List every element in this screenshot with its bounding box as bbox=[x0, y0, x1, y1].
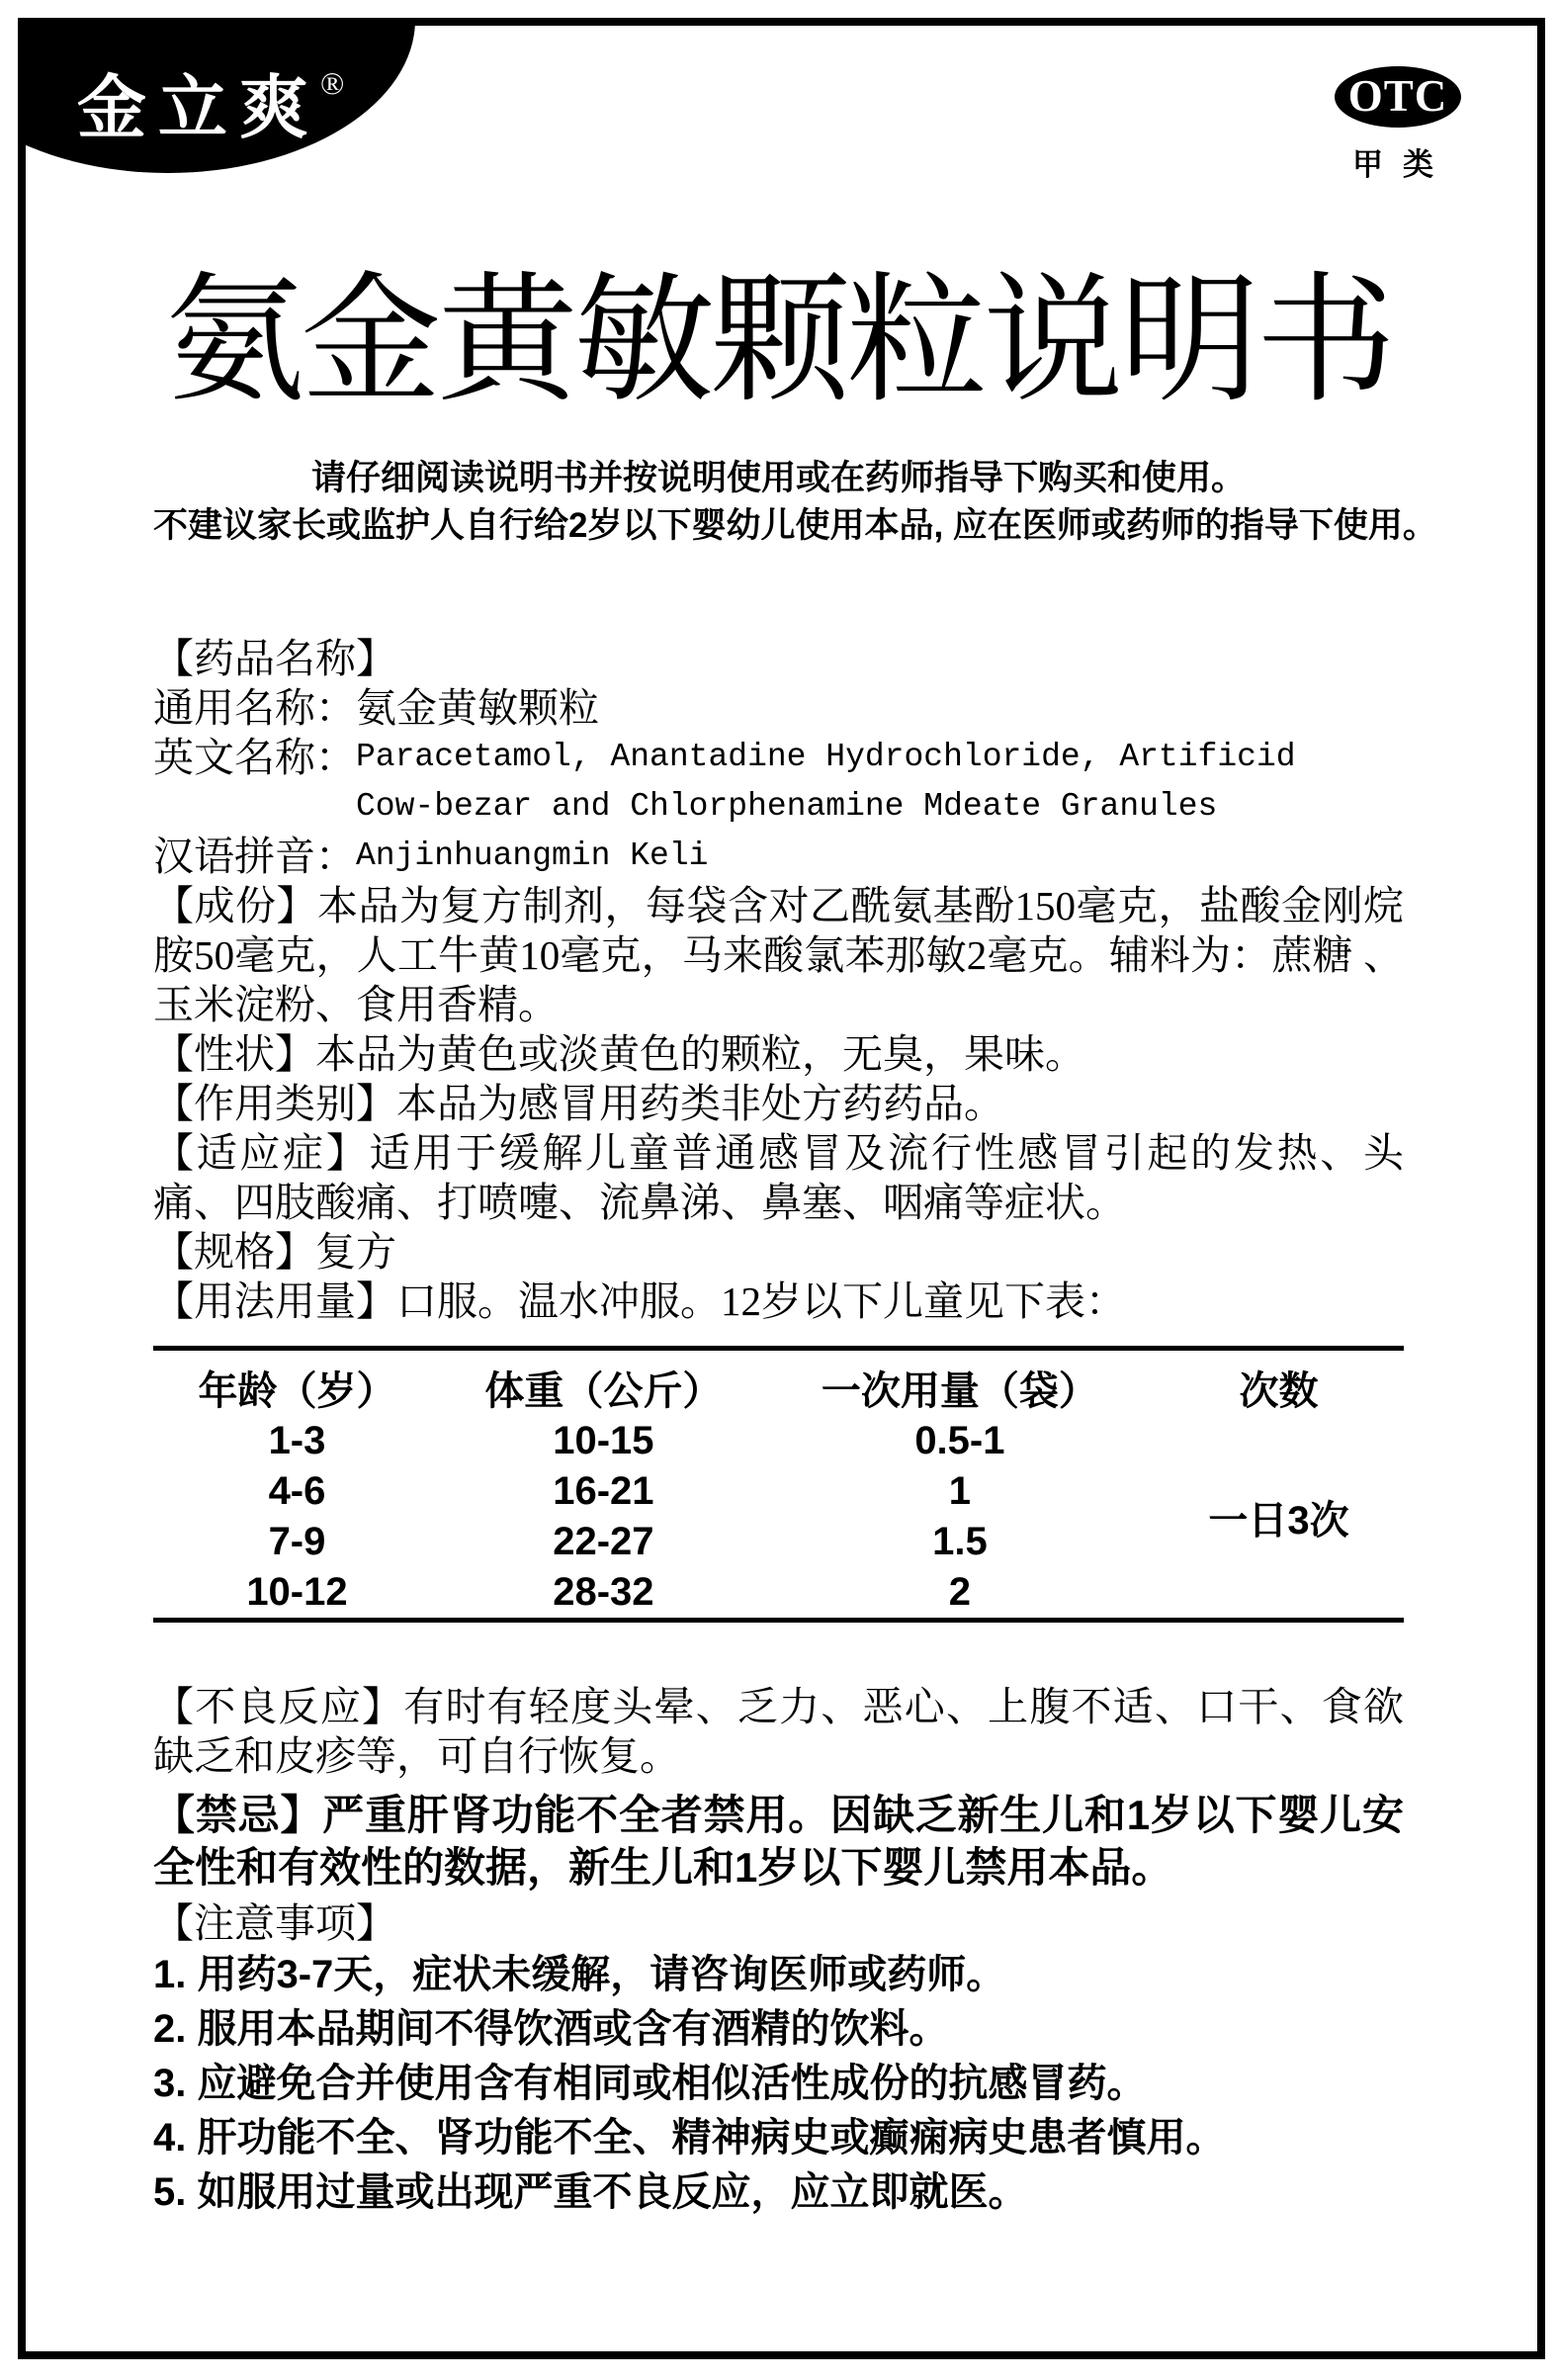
drug-name-label: 【药品名称】 bbox=[153, 636, 396, 681]
table-cell-dose-row3: 1.5 bbox=[932, 1520, 988, 1563]
indications-label: 【适应症】 bbox=[153, 1130, 370, 1176]
page-title: 氨金黄敏颗粒说明书 bbox=[164, 263, 1393, 419]
specification-label: 【规格】 bbox=[153, 1229, 315, 1275]
table-cell-age-row2: 4-6 bbox=[268, 1469, 326, 1513]
precaution-item-5: 5. 如服用过量或出现严重不良反应，应立即就医。 bbox=[153, 2170, 1028, 2214]
category-text: 本品为感冒用药类非处方药药品。 bbox=[396, 1081, 1004, 1126]
table-cell-dose-row2: 1 bbox=[948, 1469, 972, 1513]
dosage-label: 【用法用量】 bbox=[153, 1278, 396, 1324]
contraindications-text: 严重肝肾功能不全者禁用。因缺乏新生儿和1岁以下婴儿安全性和有效性的数据，新生儿和1岁以下婴儿禁用本品。 bbox=[153, 1792, 1404, 1891]
table-cell-weight-row3: 22-27 bbox=[553, 1520, 654, 1563]
ingredients-text: 本品为复方制剂，每袋含对乙酰氨基酚150毫克，盐酸金刚烷胺50毫克，人工牛黄10毫克，马来酸氯苯那敏2毫克。辅料为：蔗糖 、玉米淀粉、食用香精。 bbox=[153, 883, 1404, 1027]
section-specification bbox=[153, 1227, 1404, 1277]
adverse-reactions-label: 【不良反应】 bbox=[153, 1684, 404, 1729]
generic-name-line bbox=[153, 683, 1404, 733]
english-name-label: 英文名称： bbox=[153, 735, 356, 780]
table-cell-frequency: 一日3次 bbox=[1208, 1498, 1349, 1543]
table-header-weight: 体重（公斤） bbox=[484, 1368, 723, 1413]
contraindications-label: 【禁忌】 bbox=[153, 1792, 323, 1838]
category-label: 【作用类别】 bbox=[153, 1081, 396, 1126]
precautions-label: 【注意事项】 bbox=[153, 1900, 396, 1946]
specification-text: 复方 bbox=[315, 1229, 396, 1275]
properties-text: 本品为黄色或淡黄色的颗粒，无臭，果味。 bbox=[315, 1031, 1085, 1077]
section-adverse-reactions bbox=[153, 1682, 1404, 1781]
section-drug-name bbox=[153, 634, 1404, 881]
indications-text: 适用于缓解儿童普通感冒及流行性感冒引起的发热、头痛、四肢酸痛、打喷嚏、流鼻涕、鼻塞、咽痛等症状。 bbox=[153, 1130, 1405, 1225]
section-properties bbox=[153, 1029, 1404, 1079]
leaflet-border-frame bbox=[18, 18, 1545, 2359]
generic-name-value: 氨金黄敏颗粒 bbox=[356, 685, 599, 731]
table-header-frequency: 次数 bbox=[1239, 1368, 1319, 1413]
section-dosage bbox=[153, 1277, 1404, 1326]
precaution-item-4: 4. 肝功能不全、肾功能不全、精神病史或癫痫病史患者慎用。 bbox=[153, 2116, 1226, 2160]
generic-name-label: 通用名称： bbox=[153, 685, 356, 731]
otc-badge-group bbox=[1335, 66, 1461, 184]
registered-trademark-icon: ® bbox=[320, 65, 345, 101]
pinyin-value: Anjinhuangmin Keli bbox=[356, 837, 709, 874]
section-indications bbox=[153, 1128, 1404, 1227]
adverse-reactions-text: 有时有轻度头晕、乏力、恶心、上腹不适、口干、食欲缺乏和皮疹等，可自行恢复。 bbox=[153, 1684, 1405, 1779]
english-name-value bbox=[356, 733, 1296, 832]
table-header-age: 年龄（岁） bbox=[198, 1368, 396, 1413]
notice-line-1: 请仔细阅读说明书并按说明使用或在药师指导下购买和使用。 bbox=[310, 459, 1246, 497]
otc-badge: OTC bbox=[1335, 66, 1461, 128]
precaution-item-2: 2. 服用本品期间不得饮酒或含有酒精的饮料。 bbox=[153, 2007, 949, 2051]
table-cell-dose-row4: 2 bbox=[948, 1570, 972, 1614]
leaflet-content bbox=[153, 252, 1437, 2220]
dosage-text: 口服。温水冲服。12岁以下儿童见下表： bbox=[396, 1278, 1126, 1324]
table-header-dose: 一次用量（袋） bbox=[821, 1368, 1098, 1413]
english-name-value-line1: Paracetamol, Anantadine Hydrochloride, Artificid bbox=[356, 739, 1296, 775]
section-category bbox=[153, 1079, 1404, 1128]
notice-line-2: 不建议家长或监护人自行给2岁以下婴幼儿使用本品, 应在医师或药师的指导下使用。 bbox=[153, 506, 1437, 545]
pinyin-line bbox=[153, 832, 1404, 881]
precaution-item-3: 3. 应避免合并使用含有相同或相似活性成份的抗感冒药。 bbox=[153, 2062, 1147, 2105]
table-cell-age-row1: 1-3 bbox=[268, 1419, 326, 1462]
section-ingredients bbox=[153, 881, 1404, 1029]
table-cell-age-row3: 7-9 bbox=[268, 1520, 326, 1563]
english-name-value-line2: Cow-bezar and Chlorphenamine Mdeate Granules bbox=[356, 788, 1218, 825]
pinyin-label: 汉语拼音： bbox=[153, 834, 356, 879]
dosage-table bbox=[153, 1346, 1404, 1623]
table-cell-weight-row1: 10-15 bbox=[553, 1419, 654, 1462]
precaution-item-1: 1. 用药3-7天，症状未缓解，请咨询医师或药师。 bbox=[153, 1953, 1006, 1996]
brand-name: 金立爽 bbox=[77, 71, 320, 147]
table-cell-dose-row1: 0.5-1 bbox=[914, 1419, 1005, 1462]
brand-logo-text bbox=[77, 44, 344, 149]
brand-logo bbox=[26, 26, 421, 186]
english-name-line bbox=[153, 733, 1404, 832]
ingredients-label: 【成份】 bbox=[153, 883, 317, 928]
table-cell-weight-row2: 16-21 bbox=[553, 1469, 654, 1513]
properties-label: 【性状】 bbox=[153, 1031, 315, 1077]
otc-class-label: 甲类 bbox=[1352, 147, 1453, 182]
table-cell-weight-row4: 28-32 bbox=[553, 1570, 654, 1614]
table-cell-age-row4: 10-12 bbox=[246, 1570, 348, 1614]
section-contraindications bbox=[153, 1789, 1404, 1894]
